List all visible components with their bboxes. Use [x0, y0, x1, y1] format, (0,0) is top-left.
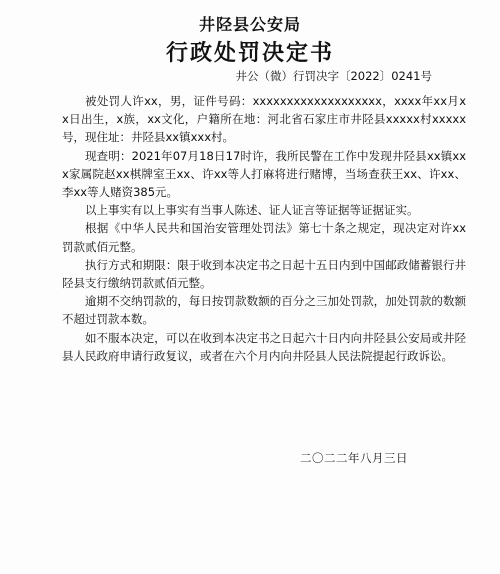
paragraph-execution: 执行方式和期限：限于收到本决定书之日起十五日内到中国邮政储蓄银行井陉县支行缴纳罚款贰佰元整。 — [62, 257, 466, 291]
paragraph-subject: 被处罚人许xx，男，证件号码：xxxxxxxxxxxxxxxxxxx，xxxx年xx月xx日出生，x族，xx文化，户籍所在地：河北省石家庄市井陉县xxxxx村xxxxx号，现住址：井陉县xx镇xxx村。 — [62, 94, 466, 145]
paragraph-legal-basis: 根据《中华人民共和国治安管理处罚法》第七十条之规定，现决定对许xx罚款贰佰元整。 — [62, 221, 466, 254]
paragraph-appeal: 如不服本决定，可以在收到本决定书之日起六十日内向井陉县公安局或井陉县人民政府申请行政复议，或者在六个月内向井陉县人民法院提起行政诉讼。 — [62, 330, 466, 363]
document-title: 行政处罚决定书 — [165, 41, 334, 66]
issue-date: 二〇二二年八月三日 — [300, 451, 408, 465]
paragraph-late-penalty: 逾期不交纳罚款的，每日按罚款数额的百分之三加处罚款，加处罚款的数额不超过罚款本数。 — [62, 294, 466, 327]
document-body — [62, 92, 466, 365]
document-number: 井公（微）行罚决字〔2022〕0241号 — [235, 69, 432, 83]
paragraph-findings: 现查明：2021年07月18日17时许，我所民警在工作中发现井陉县xx镇xxx家属院赵xx棋牌室王xx、许xx等人打麻将进行赌博，当场查获王xx、许xx、李xx等人赌资385元。 — [62, 148, 466, 200]
paragraph-evidence: 以上事实有以上事实有当事人陈述、证人证言等证据等证据证实。 — [85, 203, 419, 218]
issuing-agency: 井陉县公安局 — [198, 15, 301, 34]
